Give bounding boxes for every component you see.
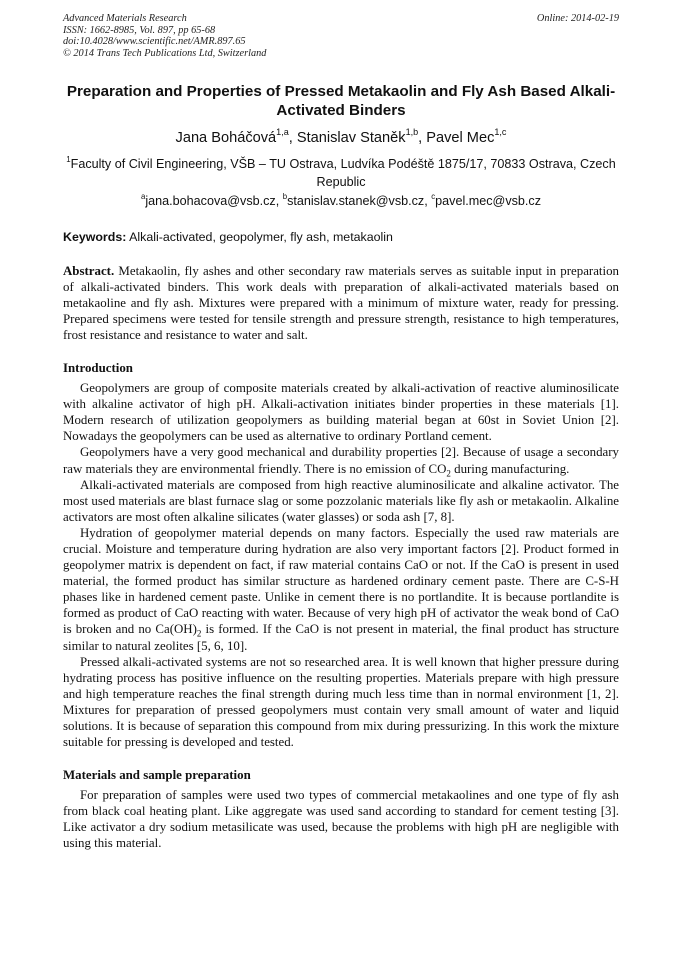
affiliation-superscript: 1 [66,154,71,164]
email-superscript: a [140,191,146,201]
section-heading-materials: Materials and sample preparation [63,767,251,782]
author-name: Stanislav Staněk [296,130,406,146]
copyright-line: © 2014 Trans Tech Publications Ltd, Switzerland [63,47,267,59]
email-address[interactable]: pavel.mec@vsb.cz [435,194,542,208]
keywords [63,229,619,245]
author-superscript: 1,b [405,126,419,137]
paragraph: Alkali-activated materials are composed from high reactive aluminosilicate and alkaline activator. The most used materials are blast furnace slag or some pozzolanic materials like fly ash or metakaolin. Alkaline activators are most often alkaline silicates (water glasses) or soda ash [7, 8]. [63,477,619,524]
paragraph: Geopolymers are group of composite materials created by alkali-activation of reactive aluminosilicate with alkaline activator of high pH. Alkali-activation initiates binder properties in these materials [1]. Modern research of utilization geopolymers as building material began at 60st in Soviet Union [2]. Nowadays the geopolymers can be used as alternative to ordinary Portland cement. [63,381,619,444]
email-superscript: b [282,191,288,201]
issn-line: ISSN: 1662-8985, Vol. 897, pp 65-68 [63,24,216,36]
paragraph: For preparation of samples were used two types of commercial metakaolines and one type of fly ash from black coal heating plant. Like aggregate was used sand according to standard for cement testing [3]. Like activator a dry sodium metasilicate was used, because the problems with high pH are negligible with using this material. [63,787,619,851]
doi-line: doi:10.4028/www.scientific.net/AMR.897.65 [63,36,246,48]
paragraph-text: Hydration of geopolymer material depends on many factors. Especially the used raw materials are crucial. Moisture and temperature during hydration are also very important factors [2]. Product formed in geopolymer matrix is dependent on fact, if raw material contains CaO or not. If the CaO is present in used material, the formed product has similar structure as hardened ordinary cement paste. There are C-S-H phases like in hardened cement paste. Unlike in cement there is no portlandite. It is because portlandite is formed as product of CaO reacting with water. Because of very high pH of activator the weak bond of CaO is broken and no Ca(OH) [63,525,619,637]
subscript: 2 [196,629,202,640]
abstract-text: Metakaolin, fly ashes and other secondary raw materials serves as suitable input in preparation of alkali-activated binders. This work deals with preparation of alkali-activated materials based on metakaoline and fly ash. Mixtures were prepared with a minimum of mixture water, ready for pressing. Prepared specimens were tested for tensile strength and pressure strength, resistance to high temperatures, frost resistance and resistance to water and salt. [63,264,619,343]
email-superscript: c [431,191,436,201]
author-emails: $^a$jana.bohacova@vsb.cz, $^b$stanislav.stanek@vsb.cz, $^c$pavel.mec@vsb.cz [140,191,542,208]
keywords-label: Keywords: [63,230,127,244]
journal-header [63,13,619,59]
affiliation-text: Faculty of Civil Engineering, VŠB – TU Ostrava, Ludvíka Podéště 1875/17, 70833 Ostrava, Czech Republic [70,157,616,189]
paragraph: Pressed alkali-activated systems are not so researched area. It is well known that higher pressure during hydrating process has positive influence on the resulting properties. Materials prepare with high pressure and high temperature reaches the final strength during much less time than in normal environment [1, 2]. Mixtures for preparation of pressed geopolymers must contain very small amount of water and liquid solutions. It is because of separation this compound from mix during pressurizing. In this work the mixture suitable for pressing is developed and tested. [63,654,619,750]
email-address[interactable]: stanislav.stanek@vsb.cz [287,194,425,208]
author-list: Jana Boháčová$^{1,a}$, Stanislav Staněk$^{1,b}$, Pavel Mec$^{1,c}$ [175,126,507,146]
journal-name: Advanced Materials Research [63,13,187,24]
online-date: Online: 2014-02-19 [536,13,619,24]
author-superscript: 1,a [276,126,289,137]
author-superscript: 1,c [494,126,507,137]
keywords-text: Alkali-activated, geopolymer, fly ash, metakaolin [129,230,393,244]
paper-body [63,263,619,851]
subscript: 2 [446,468,451,479]
section-heading-introduction: Introduction [63,360,133,375]
email-address[interactable]: jana.bohacova@vsb.cz [145,194,276,208]
paper-title: Preparation and Properties of Pressed Metakaolin and Fly Ash Based Alkali-Activated Binders [66,83,616,119]
affiliation [63,156,619,191]
author-name: Pavel Mec [426,130,495,146]
abstract [63,263,619,343]
paragraph-text: during manufacturing. [450,461,570,476]
paragraph [63,525,619,654]
paragraph [63,444,619,479]
abstract-label: Abstract. [63,264,115,278]
paragraph-text: Geopolymers have a very good mechanical and durability properties [2]. Because of usage a secondary raw materials they are environmental friendly. There is no emission of CO [63,445,619,476]
author-name: Jana Boháčová [175,130,277,146]
paragraph-text: is formed. If the CaO is not present in material, the final product has structure similar to natural zeolites [5, 6, 10]. [63,622,620,653]
